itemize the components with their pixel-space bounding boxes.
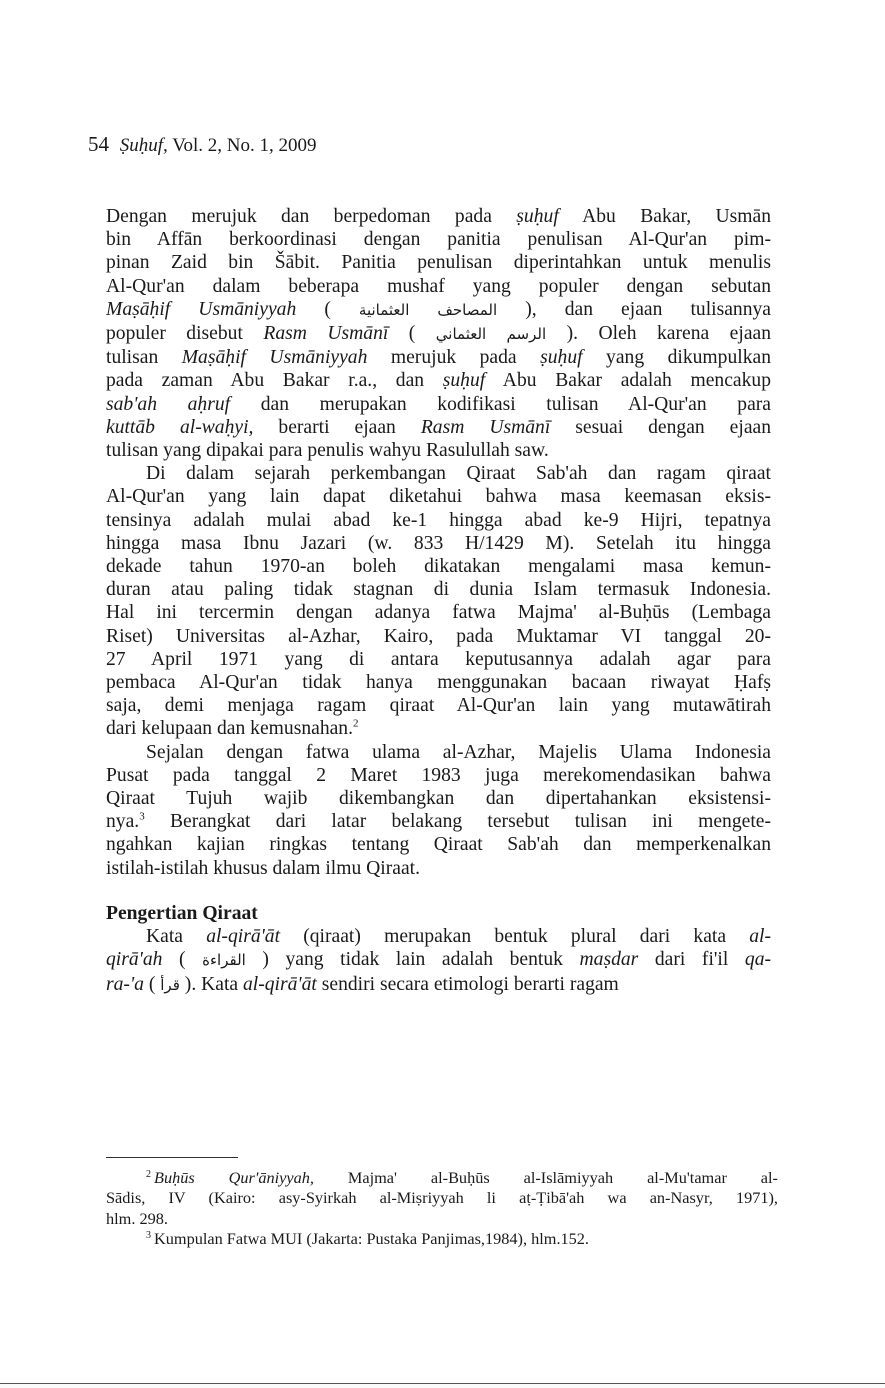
text-run: Al-Qur'an dalam beberapa mushaf yang populer dengan sebutan (106, 275, 771, 297)
text-run: tensinya adalah mulai abad ke-1 hingga abad ke-9 Hijri, tepatnya (106, 509, 771, 531)
italic-term: ṣuḥuf (540, 347, 583, 369)
text-run: sesuai dengan ejaan (550, 416, 772, 438)
text-line (106, 416, 771, 439)
footnote-line (106, 1209, 778, 1229)
footnote-number: 2 (146, 1168, 151, 1180)
text-run: dan merupakan kodifikasi tulisan Al-Qur'an para (230, 393, 771, 415)
text-line (106, 625, 771, 648)
text-run: Riset) Universitas al-Azhar, Kairo, pada Muktamar VI tanggal 20- (106, 625, 771, 647)
text-line (106, 369, 771, 392)
text-line (106, 555, 771, 578)
text-line (106, 393, 771, 416)
text-run: nya. (106, 811, 140, 833)
text-line (106, 275, 771, 298)
text-run: ). Kata (179, 973, 243, 995)
text-run: Al-Qur'an yang lain dapat diketahui bahwa masa keemasan eksis- (106, 486, 771, 508)
text-line (106, 346, 771, 369)
journal-title: Ṣuḥuf, (119, 135, 168, 156)
text-line (106, 298, 771, 322)
text-run: Abu Bakar, Usmān (558, 206, 772, 227)
text-run: (qiraat) merupakan bentuk plural dari kata (280, 926, 750, 948)
text-run: ), dan ejaan tulisannya (497, 298, 771, 320)
arabic-term: المصاحف العثمانية (358, 300, 498, 319)
text-line (106, 694, 771, 717)
italic-term: kuttāb al-waḥyi, (106, 416, 254, 438)
text-run: Abu Bakar adalah mencakup (485, 370, 772, 392)
footnote-number: 3 (146, 1229, 151, 1241)
text-run: ) yang tidak lain adalah bentuk (245, 949, 580, 971)
text-run: hlm. 298. (106, 1208, 168, 1228)
text-line (106, 322, 771, 346)
text-run: sendiri secara etimologi berarti ragam (316, 973, 619, 995)
text-run: dekade tahun 1970-an boleh dikatakan mengalami masa kemun- (106, 556, 771, 578)
italic-term: al-qirā'āt (243, 973, 317, 995)
italic-term: qirā'ah (106, 949, 163, 971)
text-line (106, 485, 771, 508)
text-run: berarti ejaan (253, 416, 421, 438)
text-run: pada zaman Abu Bakar r.a., dan (106, 370, 443, 392)
text-line (106, 251, 771, 274)
text-line (106, 948, 771, 972)
text-run: hingga masa Ibnu Jazari (w. 833 H/1429 M). Setelah itu hingga (106, 532, 771, 554)
text-line (106, 833, 771, 856)
text-run: Majma' al-Buḥūs al-Islāmiyyah al-Mu'tamar al- (313, 1168, 778, 1187)
italic-term: ra-'a (106, 973, 144, 995)
text-run: dari kelupaan dan kemusnahan. (106, 718, 354, 740)
italic-term: al-qirā'āt (206, 926, 281, 948)
text-run: duran atau paling tidak stagnan di dunia Islam termasuk Indonesia. (106, 579, 771, 601)
section-heading: Pengertian Qiraat (106, 902, 258, 924)
text-run: Dengan merujuk dan berpedoman pada (106, 206, 517, 227)
scan-bottom-edge (0, 1383, 885, 1388)
italic-term: qa- (744, 949, 772, 971)
italic-term: Maṣāḥif Usmāniyyah (106, 298, 297, 320)
italic-term: ṣuḥuf (516, 206, 559, 227)
italic-term: sab'ah aḥruf (106, 393, 231, 415)
text-line (106, 764, 771, 787)
text-run: Di dalam sejarah perkembangan Qiraat Sab'ah dan ragam qiraat (146, 463, 771, 485)
text-line (106, 578, 771, 601)
text-line (106, 925, 771, 948)
footnote-3 (106, 1229, 778, 1249)
text-run: 27 April 1971 yang di antara keputusannya adalah agar para (106, 648, 771, 670)
text-run: Kata (146, 926, 207, 948)
text-run: Berangkat dari latar belakang tersebut tulisan ini mengete- (144, 811, 771, 833)
text-line (106, 717, 771, 740)
text-run: Hal ini tercermin dengan adanya fatwa Majma' al-Buḥūs (Lembaga (106, 602, 771, 624)
arabic-term: قرأ (160, 975, 180, 994)
footnote-line (106, 1168, 778, 1188)
paragraph-1 (106, 205, 771, 462)
text-line (106, 601, 771, 624)
text-run: yang dikumpulkan (582, 347, 771, 369)
italic-term: ṣuḥuf (442, 370, 486, 392)
arabic-term: القراءة (202, 951, 246, 970)
journal-issue: Vol. 2, No. 1, 2009 (172, 135, 317, 156)
text-run: populer disebut (106, 323, 264, 345)
text-run: ngahkan kajian ringkas tentang Qiraat Sab'ah dan memperkenalkan (106, 834, 771, 856)
text-line (106, 648, 771, 671)
text-run: tulisan (106, 347, 182, 369)
footnote-ref: 2 (353, 717, 359, 730)
italic-term: al- (749, 926, 771, 948)
text-line (106, 787, 771, 810)
text-line (106, 810, 771, 833)
italic-term: Buḥūs Qur'āniyyah, (154, 1168, 314, 1187)
text-line (106, 532, 771, 555)
text-run: saja, demi menjaga ragam qiraat Al-Qur'an lain yang mutawātirah (106, 695, 771, 717)
text-line (106, 228, 771, 251)
arabic-term: الرسم العثماني (435, 325, 547, 344)
footnote-line (106, 1229, 778, 1249)
text-line (106, 205, 771, 228)
text-line (106, 973, 771, 997)
text-run: dari fi'il (638, 949, 745, 971)
text-line (106, 671, 771, 694)
text-run: Qiraat Tujuh wajib dikembangkan dan dipertahankan eksistensi- (106, 788, 771, 810)
text-run: Sejalan dengan fatwa ulama al-Azhar, Majelis Ulama Indonesia (146, 741, 771, 763)
text-run: bin Affān berkoordinasi dengan panitia penulisan Al-Qur'an pim- (106, 229, 771, 251)
text-line (106, 439, 771, 462)
text-line (106, 509, 771, 532)
text-line (106, 462, 771, 485)
paragraph-2 (106, 462, 771, 740)
text-run: Sādis, IV (Kairo: asy-Syirkah al-Miṣriyyah li aṭ-Ṭibā'ah wa an-Nasyr, 1971), (106, 1188, 778, 1208)
italic-term: maṣdar (579, 949, 639, 971)
paragraph-3 (106, 741, 771, 880)
page-number: 54 (88, 132, 109, 156)
text-line (106, 741, 771, 764)
text-run: ( (143, 973, 161, 995)
italic-term: Rasm Usmānī (263, 323, 389, 345)
footnote-line (106, 1188, 778, 1208)
text-run: ( (162, 949, 203, 971)
text-run: tulisan yang dipakai para penulis wahyu Rasulullah saw. (106, 440, 549, 462)
text-run: istilah-istilah khusus dalam ilmu Qiraat. (106, 857, 420, 879)
footnote-ref: 3 (139, 810, 145, 823)
paragraph-4 (106, 925, 771, 997)
running-header (88, 132, 316, 158)
footnote-divider (106, 1157, 238, 1158)
footnote-2 (106, 1168, 778, 1229)
text-run: pembaca Al-Qur'an tidak hanya menggunakan bacaan riwayat Ḥafṣ (106, 672, 771, 694)
italic-term: Rasm Usmānī (420, 416, 551, 438)
text-line (106, 857, 771, 880)
text-run: pinan Zaid bin Šābit. Panitia penulisan diperintahkan untuk menulis (106, 252, 771, 274)
text-run: ( (296, 298, 359, 320)
italic-term: Maṣāḥif Usmāniyyah (181, 347, 368, 369)
text-run: Pusat pada tanggal 2 Maret 1983 juga merekomendasikan bahwa (106, 764, 771, 786)
footnotes (106, 1168, 778, 1250)
text-run: merujuk pada (367, 347, 541, 369)
text-run: ( (388, 323, 436, 345)
article-body (106, 205, 771, 997)
text-run: Kumpulan Fatwa MUI (Jakarta: Pustaka Panjimas,1984), hlm.152. (154, 1229, 590, 1249)
text-run: ). Oleh karena ejaan (546, 323, 772, 345)
